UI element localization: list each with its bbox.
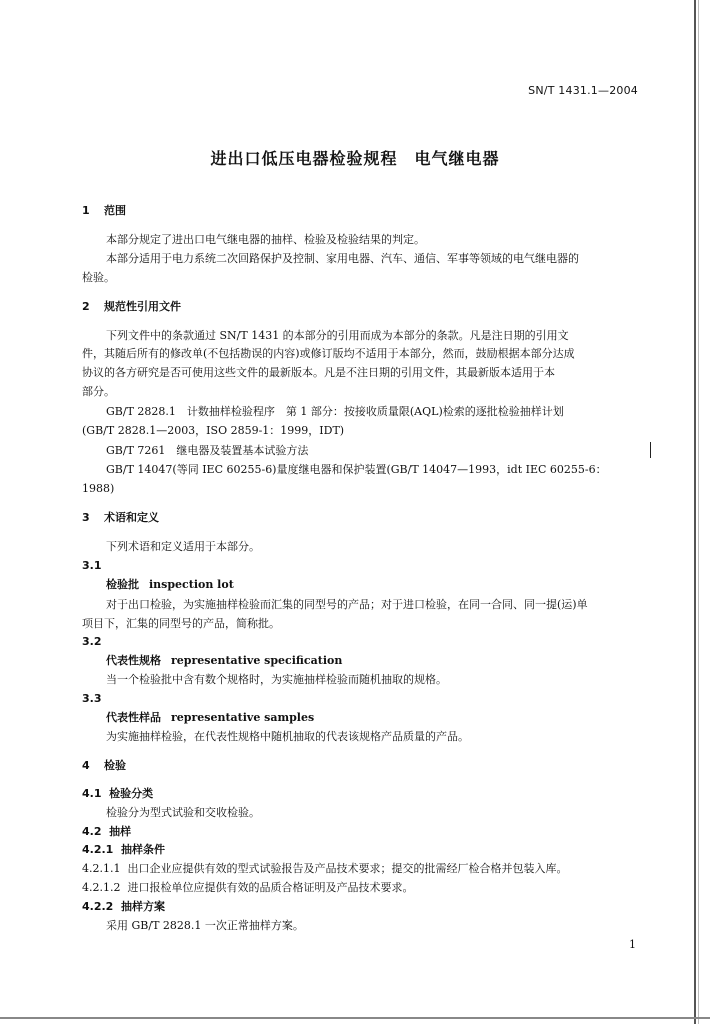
subsection-title: 抽样条件 <box>121 843 165 856</box>
subsection-number: 4.2.2 <box>82 900 114 913</box>
term-definition: 为实施抽样检验，在代表性规格中随机抽取的代表该规格产品质量的产品。 <box>106 730 469 743</box>
reference-item: GB/T 7261 继电器及装置基本试验方法 <box>106 444 309 457</box>
paragraph: 采用 GB/T 2828.1 一次正常抽样方案。 <box>106 919 304 932</box>
page-number: 1 <box>629 938 636 951</box>
term-entry <box>106 654 342 668</box>
clause-text: 进口报检单位应提供有效的品质合格证明及产品技术要求。 <box>127 881 414 894</box>
subsection-4-1-heading <box>82 787 153 801</box>
term-english: inspection lot <box>149 578 234 591</box>
section-number: 1 <box>82 204 90 217</box>
term-definition: 项目下，汇集的同型号的产品，简称批。 <box>82 617 280 630</box>
section-1-heading <box>82 204 126 218</box>
paragraph: 件，其随后所有的修改单(不包括勘误的内容)或修订版均不适用于本部分，然而，鼓励根据本部分达成 <box>82 347 575 360</box>
subsection-number: 4.1 <box>82 787 102 800</box>
subsection-4-2-1-heading <box>82 843 165 857</box>
subsection-title: 检验分类 <box>109 787 154 800</box>
section-3-heading <box>82 511 159 525</box>
clause-number: 4.2.1.2 <box>82 881 121 894</box>
document-number: SN/T 1431.1—2004 <box>528 84 638 97</box>
term-chinese: 代表性样品 <box>106 711 161 724</box>
term-entry <box>106 578 234 592</box>
term-english: representative samples <box>171 711 315 724</box>
section-2-heading <box>82 300 181 314</box>
reference-item: GB/T 2828.1 计数抽样检验程序 第 1 部分：按接收质量限(AQL)检索的逐批检验抽样计划 <box>106 405 564 418</box>
term-chinese: 检验批 <box>106 578 139 591</box>
section-title: 规范性引用文件 <box>104 300 181 313</box>
subsection-number: 4.2.1 <box>82 843 114 856</box>
term-entry <box>106 711 314 725</box>
section-number: 4 <box>82 759 90 772</box>
paragraph: 检验。 <box>82 271 115 284</box>
scan-bottom-edge <box>0 1017 710 1019</box>
paragraph: 下列文件中的条款通过 SN/T 1431 的本部分的引用而成为本部分的条款。凡是注日期的引用文 <box>106 329 569 342</box>
reference-item: (GB/T 2828.1—2003，ISO 2859-1：1999，IDT) <box>82 424 345 437</box>
term-chinese: 代表性规格 <box>106 654 161 667</box>
term-definition: 当一个检验批中含有数个规格时，为实施抽样检验而随机抽取的规格。 <box>106 673 447 686</box>
reference-item: GB/T 14047(等同 IEC 60255-6)量度继电器和保护装置(GB/T 14047—1993，idt IEC 60255-6： <box>106 463 607 476</box>
subsection-title: 抽样方案 <box>121 900 165 913</box>
section-title: 术语和定义 <box>104 511 159 524</box>
term-number: 3.2 <box>82 635 102 648</box>
section-title: 检验 <box>104 759 126 772</box>
subsection-4-2-heading <box>82 825 131 839</box>
clause-number: 4.2.1.1 <box>82 862 121 875</box>
paragraph: 部分。 <box>82 385 115 398</box>
section-title: 范围 <box>104 204 126 217</box>
paragraph: 协议的各方研究是否可使用这些文件的最新版本。凡是不注日期的引用文件，其最新版本适用于本 <box>82 366 555 379</box>
term-number: 3.3 <box>82 692 102 705</box>
term-definition: 对于出口检验，为实施抽样检验而汇集的同型号的产品；对于进口检验，在同一合同、同一提(运)单 <box>106 598 588 611</box>
document-title: 进出口低压电器检验规程 电气继电器 <box>210 149 500 168</box>
section-4-heading <box>82 759 126 773</box>
paragraph: 下列术语和定义适用于本部分。 <box>106 540 260 553</box>
clause-text: 出口企业应提供有效的型式试验报告及产品技术要求；提交的批需经厂检合格并包装入库。 <box>127 862 568 875</box>
paragraph: 本部分适用于电力系统二次回路保护及控制、家用电器、汽车、通信、军事等领域的电气继电器的 <box>106 252 579 265</box>
subsection-title: 抽样 <box>109 825 132 838</box>
term-english: representative specification <box>171 654 343 667</box>
section-number: 3 <box>82 511 90 524</box>
margin-bar <box>650 442 651 458</box>
subsection-number: 4.2 <box>82 825 102 838</box>
term-number: 3.1 <box>82 559 102 572</box>
clause-4-2-1-1 <box>82 862 567 876</box>
paragraph: 检验分为型式试验和交收检验。 <box>106 806 260 819</box>
section-number: 2 <box>82 300 90 313</box>
paragraph: 本部分规定了进出口电气继电器的抽样、检验及检验结果的判定。 <box>106 233 425 246</box>
clause-4-2-1-2 <box>82 881 413 895</box>
subsection-4-2-2-heading <box>82 900 165 914</box>
reference-item: 1988) <box>82 482 115 495</box>
